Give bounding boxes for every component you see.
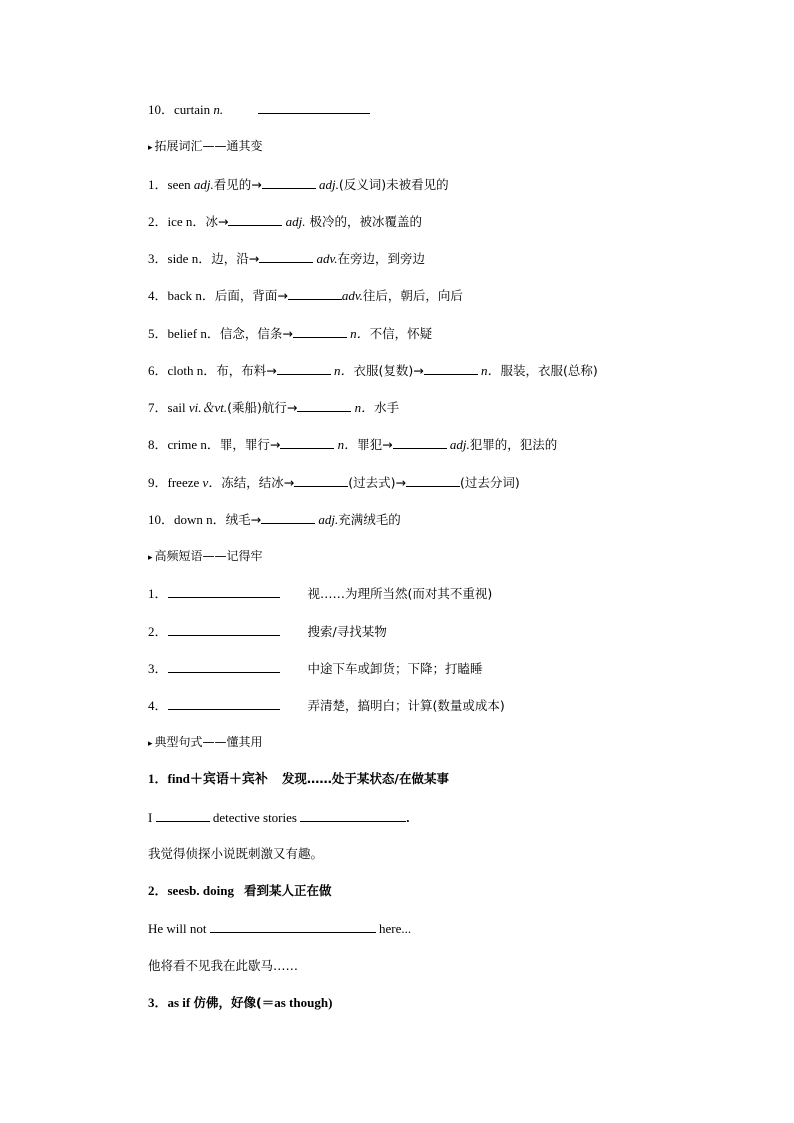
text-sent1-en_c: . bbox=[406, 810, 410, 825]
text-ex-1-num: 2． bbox=[148, 214, 168, 229]
text-ex-1-b: n． bbox=[185, 214, 206, 229]
text-ex-7-e: 罪犯→ bbox=[357, 437, 393, 452]
word-item-10 bbox=[148, 101, 370, 118]
text-ex-2-a: side bbox=[167, 251, 189, 266]
text-phrases-0-meaning: 视……为理所当然(而对其不重视) bbox=[307, 586, 493, 601]
answer-blank[interactable] bbox=[168, 623, 280, 636]
phrase-item-2 bbox=[148, 623, 387, 640]
text-w10-num: 10． bbox=[148, 102, 175, 117]
text-phrases-1-num: 2． bbox=[148, 624, 168, 639]
text-ex-8-e: (过去式)→ bbox=[348, 475, 407, 490]
text-ex-0-c: 看见的→ bbox=[213, 177, 262, 192]
text-ex-3-e: 往后，朝后，向后 bbox=[362, 288, 463, 303]
text-ex-2-num: 3． bbox=[148, 251, 168, 266]
triangle-marker-icon: ▸ bbox=[148, 143, 153, 153]
text-ex-8-a: freeze bbox=[167, 475, 200, 490]
text-ex-5-g: 服装，衣服(总称) bbox=[500, 363, 598, 378]
text-ex-7-d: n． bbox=[337, 437, 358, 452]
section-heading-sentences bbox=[148, 734, 263, 752]
text-ex-9-a: down bbox=[174, 512, 203, 527]
text-ex-4-d: n． bbox=[350, 326, 370, 341]
sentence-example-2-cn bbox=[148, 958, 298, 974]
text-ex-2-e: 在旁边，到旁边 bbox=[337, 251, 426, 266]
text-ex-6-e: 水手 bbox=[374, 400, 400, 415]
text-ex-6-d: n． bbox=[354, 400, 375, 415]
answer-blank[interactable] bbox=[277, 362, 331, 375]
text-sent2-en_a: He will not bbox=[148, 921, 207, 936]
text-ex-1-e: 极冷的，被冰覆盖的 bbox=[305, 214, 423, 229]
text-ex-8-b: v． bbox=[202, 475, 222, 490]
text-ex-5-e: 衣服(复数)→ bbox=[353, 363, 424, 378]
text-sent2-meaning: 看到某人正在做 bbox=[243, 883, 332, 898]
text-ex-0-d: adj. bbox=[318, 177, 339, 192]
answer-blank[interactable] bbox=[294, 474, 348, 487]
text-sent1-meaning: 发现……处于某状态/在做某事 bbox=[281, 771, 449, 786]
text-ex-0-b: adj. bbox=[193, 177, 214, 192]
answer-blank[interactable] bbox=[259, 250, 313, 263]
sentence-example-1-cn bbox=[148, 846, 323, 862]
text-ex-8-num: 9． bbox=[148, 475, 168, 490]
text-ex-5-d: n． bbox=[334, 363, 354, 378]
text-ex-2-b: n． bbox=[191, 251, 212, 266]
text-ex-5-c: 布，布料→ bbox=[216, 363, 277, 378]
text-ex-4-b: n． bbox=[200, 326, 220, 341]
text-phrases-0-num: 1． bbox=[148, 586, 168, 601]
text-ex-8-g: (过去分词) bbox=[460, 475, 520, 490]
answer-blank[interactable] bbox=[406, 474, 460, 487]
text-ex-3-d: adv. bbox=[341, 288, 363, 303]
text-sent2-head: 2．seesb. doing bbox=[148, 883, 234, 898]
triangle-marker-icon: ▸ bbox=[148, 739, 153, 749]
text-ex-4-num: 5． bbox=[148, 326, 168, 341]
triangle-marker-icon: ▸ bbox=[148, 553, 153, 563]
text-ex-3-c: 后面，背面→ bbox=[214, 288, 288, 303]
answer-blank[interactable] bbox=[156, 809, 210, 822]
text-ex-7-b: n． bbox=[200, 437, 220, 452]
text-ex-1-a: ice bbox=[167, 214, 183, 229]
sentence-example-1-en bbox=[148, 809, 409, 826]
text-ex-0-num: 1． bbox=[148, 177, 168, 192]
text-phrases-2-num: 3． bbox=[148, 661, 168, 676]
text-w10-pos: n. bbox=[213, 102, 224, 117]
text-ex-7-c: 罪，罪行→ bbox=[219, 437, 281, 452]
answer-blank[interactable] bbox=[300, 809, 406, 822]
expand-item-8 bbox=[148, 436, 557, 453]
text-ex-7-a: crime bbox=[167, 437, 198, 452]
expand-item-5 bbox=[148, 325, 432, 342]
text-ex-9-c: 绒毛→ bbox=[225, 512, 262, 527]
text-ex-7-g: 犯罪的，犯法的 bbox=[469, 437, 558, 452]
text-phrases-3-meaning: 弄清楚，搞明白；计算(数量或成本) bbox=[307, 698, 505, 713]
sentence-pattern-2 bbox=[148, 883, 331, 899]
text-ex-9-d: adj. bbox=[318, 512, 339, 527]
expand-item-9 bbox=[148, 474, 520, 491]
text-sent1-cn: 我觉得侦探小说既刺激又有趣。 bbox=[148, 846, 324, 861]
text-ex-3-a: back bbox=[167, 288, 193, 303]
expand-item-2 bbox=[148, 213, 422, 230]
answer-blank[interactable] bbox=[258, 101, 370, 114]
text-ex-6-num: 7． bbox=[148, 400, 168, 415]
answer-blank[interactable] bbox=[393, 436, 447, 449]
text-phrases-3-num: 4． bbox=[148, 698, 168, 713]
text-ex-7-f: adj. bbox=[449, 437, 470, 452]
text-ex-3-num: 4． bbox=[148, 288, 168, 303]
answer-blank[interactable] bbox=[168, 697, 280, 710]
answer-blank[interactable] bbox=[228, 213, 282, 226]
text-w10-word: curtain bbox=[174, 102, 211, 117]
text-ex-1-c: 冰→ bbox=[205, 214, 229, 229]
text-ex-5-f: n． bbox=[481, 363, 501, 378]
expand-item-3 bbox=[148, 250, 425, 267]
answer-blank[interactable] bbox=[168, 585, 280, 598]
text-ex-4-e: 不信，怀疑 bbox=[369, 326, 433, 341]
text-ex-9-b: n． bbox=[206, 512, 226, 527]
text-phrases-2-meaning: 中途下车或卸货；下降；打瞌睡 bbox=[307, 661, 483, 676]
expand-item-10 bbox=[148, 511, 401, 528]
text-phrases-1-meaning: 搜索/寻找某物 bbox=[307, 624, 387, 639]
expand-item-1 bbox=[148, 176, 449, 193]
text-ex-5-num: 6． bbox=[148, 363, 168, 378]
text-ex-8-c: 冻结，结冰→ bbox=[221, 475, 295, 490]
answer-blank[interactable] bbox=[280, 436, 334, 449]
answer-blank[interactable] bbox=[261, 511, 315, 524]
phrase-item-1 bbox=[148, 585, 492, 602]
text-sent1-en_a: I bbox=[148, 810, 153, 825]
text-s_phrase-title: 高频短语——记得牢 bbox=[154, 549, 263, 563]
expand-item-6 bbox=[148, 362, 598, 379]
text-ex-9-num: 10． bbox=[148, 512, 175, 527]
text-ex-0-a: seen bbox=[167, 177, 191, 192]
sentence-pattern-3 bbox=[148, 995, 332, 1011]
text-ex-6-c: (乘船)航行→ bbox=[227, 400, 298, 415]
text-ex-1-d: adj. bbox=[285, 214, 306, 229]
answer-blank[interactable] bbox=[210, 920, 376, 933]
text-ex-0-e: (反义词)未被看见的 bbox=[338, 177, 449, 192]
expand-item-7 bbox=[148, 399, 399, 416]
text-ex-2-c: 边，沿→ bbox=[211, 251, 260, 266]
text-ex-6-b: vi.＆vt. bbox=[188, 400, 228, 415]
text-sent3-en: as though bbox=[274, 995, 329, 1010]
section-heading-expand bbox=[148, 138, 263, 156]
phrase-item-4 bbox=[148, 697, 505, 714]
answer-blank[interactable] bbox=[262, 176, 316, 189]
section-heading-phrases bbox=[148, 548, 263, 566]
answer-blank[interactable] bbox=[297, 399, 351, 412]
text-s_sentence-title: 典型句式——懂其用 bbox=[154, 735, 263, 749]
text-sent3-head: 3．as if bbox=[148, 995, 191, 1010]
sentence-example-2-en bbox=[148, 920, 411, 937]
sentence-pattern-1 bbox=[148, 771, 449, 787]
answer-blank[interactable] bbox=[168, 660, 280, 673]
answer-blank[interactable] bbox=[293, 325, 347, 338]
text-sent2-en_b: here... bbox=[379, 921, 412, 936]
text-ex-7-num: 8． bbox=[148, 437, 168, 452]
text-ex-9-e: 充满绒毛的 bbox=[338, 512, 401, 527]
text-ex-5-a: cloth bbox=[167, 363, 194, 378]
answer-blank[interactable] bbox=[424, 362, 478, 375]
text-ex-5-b: n． bbox=[196, 363, 217, 378]
text-ex-6-a: sail bbox=[167, 400, 186, 415]
text-ex-2-d: adv. bbox=[316, 251, 338, 266]
text-ex-4-c: 信念，信条→ bbox=[219, 326, 293, 341]
text-s_expand-title: 拓展词汇——通其变 bbox=[154, 139, 263, 153]
text-sent2-cn: 他将看不见我在此歇马…… bbox=[148, 958, 299, 973]
text-sent3-meaning: 仿佛，好像(＝ bbox=[193, 995, 275, 1010]
text-ex-3-b: n． bbox=[195, 288, 215, 303]
text-sent1-en_b: detective stories bbox=[212, 810, 297, 825]
text-ex-4-a: belief bbox=[167, 326, 198, 341]
phrase-item-3 bbox=[148, 660, 483, 677]
expand-item-4 bbox=[148, 287, 463, 304]
answer-blank[interactable] bbox=[288, 287, 342, 300]
text-sent1-head: 1．find＋宾语＋宾补 bbox=[148, 771, 268, 786]
text-sent3-close: ) bbox=[328, 995, 333, 1010]
